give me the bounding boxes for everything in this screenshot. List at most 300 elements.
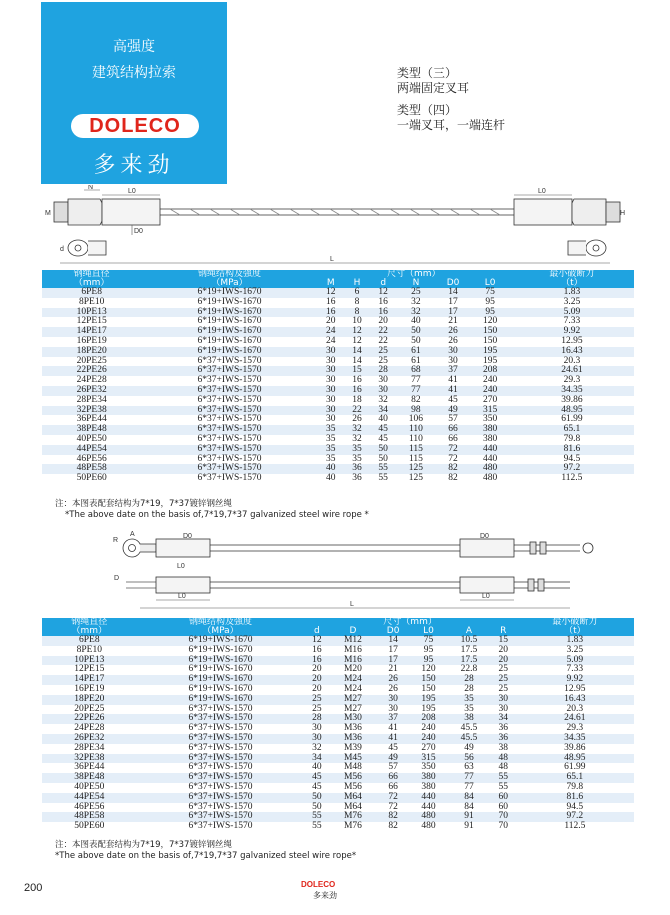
left-fork-body [68,199,102,225]
table-cell: 150 [410,685,447,695]
table-cell: 40 [318,474,344,484]
table-cell: 480 [470,464,509,474]
table-cell: 81.6 [516,793,634,803]
table-cell: 30 [491,705,516,715]
table-cell: 22 [370,337,396,347]
table-cell: 8PE10 [42,646,137,656]
table-cell: 32 [344,425,370,435]
table-row [42,337,634,347]
table-cell: 49 [377,754,410,764]
table-cell: 95 [470,308,509,318]
table-cell: 6*37+IWS-1570 [137,744,305,754]
table-row [42,376,634,386]
table-cell: 50PE60 [42,822,137,832]
table-cell: 94.5 [510,455,634,465]
table-cell: 208 [410,714,447,724]
table-cell: 6*37+IWS-1570 [141,464,317,474]
table-cell: 18 [344,396,370,406]
table-cell: 70 [491,822,516,832]
table-cell: 66 [377,783,410,793]
table-cell: 20 [304,685,329,695]
table-cell: 16PE19 [42,685,137,695]
right-fork-body [572,199,606,225]
label-L-2: L [350,601,354,608]
table-cell: M12 [329,636,376,646]
table-cell: M30 [329,714,376,724]
table-cell: M16 [329,646,376,656]
table-cell: 72 [436,455,471,465]
table-cell: 6*19+IWS-1670 [141,308,317,318]
table-cell: M64 [329,793,376,803]
table-row [42,366,634,376]
table-cell: 20 [304,665,329,675]
table-cell: M27 [329,695,376,705]
table-cell: 6*37+IWS-1570 [141,386,317,396]
table-cell: 16 [304,656,329,666]
table-cell: 63 [447,763,491,773]
table-cell: 49 [436,406,471,416]
table-cell: 14PE17 [42,327,141,337]
th-sub: L0 [410,627,447,636]
table-cell: 15 [491,636,516,646]
table-cell: 24 [318,337,344,347]
label-D0-a: D0 [183,533,192,540]
table-cell: 3.25 [516,646,634,656]
th-sub: D0 [377,627,410,636]
table-row [42,455,634,465]
table-cell: 65.1 [516,773,634,783]
header-title-line1: 高强度 [113,39,155,55]
table-cell: 68 [396,366,435,376]
table-cell: 24.61 [510,366,634,376]
table-cell: 3.25 [510,298,634,308]
table-cell: 26PE32 [42,386,141,396]
table-cell: 14 [344,347,370,357]
table-cell: M76 [329,822,376,832]
label-M: M [45,210,51,217]
th-rope-diameter: 钢绳直径 [42,270,141,279]
table-row [42,665,634,675]
table-cell: 120 [410,665,447,675]
table-cell: 45.5 [447,724,491,734]
table-cell: 6*19+IWS-1670 [137,636,305,646]
table-cell: 30 [318,386,344,396]
footer-logo: DOLECO [301,880,336,889]
table-cell: 6*37+IWS-1570 [141,357,317,367]
label-L0-a: L0 [177,563,185,570]
table-cell: 97.2 [516,812,634,822]
table-cell: 50 [370,455,396,465]
table-cell: M27 [329,705,376,715]
table-cell: 24 [318,327,344,337]
table-row [42,724,634,734]
note1 [55,499,369,521]
table-cell: 55 [491,773,516,783]
table-cell: 45 [436,396,471,406]
table-cell: M76 [329,812,376,822]
table-cell: 6*19+IWS-1670 [141,298,317,308]
table-cell: 61.99 [516,763,634,773]
table-row [42,734,634,744]
table-cell: 32 [396,308,435,318]
table-cell: 25 [491,685,516,695]
table-cell: 30 [377,695,410,705]
table-cell: 82 [436,474,471,484]
table-cell: 14 [377,636,410,646]
table-cell: 77 [447,783,491,793]
label-L0-left: L0 [128,188,136,195]
table-cell: M36 [329,734,376,744]
table-row [42,464,634,474]
table-cell: 28 [304,714,329,724]
table-cell: 1.83 [510,288,634,298]
th-sub: （t） [516,627,634,636]
spec-table-eye-rod [42,618,634,832]
table-cell: 5.09 [516,656,634,666]
table-row [42,357,634,367]
table-cell: 44PE54 [42,793,137,803]
table-row [42,317,634,327]
page-number: 200 [24,882,43,894]
right-socket [514,199,572,225]
table-row [42,773,634,783]
th-dimensions: 尺寸（mm） [318,270,510,279]
table-cell: 29.3 [510,376,634,386]
table-cell: 56 [447,754,491,764]
table-cell: 315 [410,754,447,764]
label-N: N [88,185,94,191]
type3-desc: 两端固定叉耳 [397,81,470,95]
table-cell: 240 [410,724,447,734]
table-cell: 440 [410,793,447,803]
table-cell: 34 [370,406,396,416]
table-cell: 55 [491,783,516,793]
table-cell: 20 [491,656,516,666]
table-cell: 25 [491,665,516,675]
brand-header [41,2,227,184]
threaded-rod [126,582,156,588]
table-cell: 15 [344,366,370,376]
table-cell: 6PE8 [42,636,137,646]
table-row [42,396,634,406]
table-cell: 48.95 [510,406,634,416]
label-D0: D0 [134,228,143,235]
table-cell: 41 [436,386,471,396]
table-cell: 195 [410,705,447,715]
table-cell: 72 [377,793,410,803]
table-row [42,386,634,396]
th-sub: D0 [436,279,471,288]
table-cell: 72 [377,803,410,813]
cable-top [210,545,460,551]
table-cell: 20PE25 [42,357,141,367]
table-cell: 95 [410,646,447,656]
table-cell: 20 [318,317,344,327]
table-cell: 91 [447,822,491,832]
table-cell: 30 [436,357,471,367]
table-cell: 21 [377,665,410,675]
table-cell: 38 [491,744,516,754]
table-cell: 41 [377,724,410,734]
cable-line [160,209,514,215]
table2-body [42,636,634,832]
table-cell: 30 [436,347,471,357]
table-cell: 6*37+IWS-1570 [141,445,317,455]
table-cell: 35 [344,445,370,455]
table-cell: 50 [396,327,435,337]
table-cell: 270 [470,396,509,406]
table-cell: 32PE38 [42,406,141,416]
table-cell: 36PE44 [42,763,137,773]
table-cell: 6*19+IWS-1670 [141,327,317,337]
th-sub: （mm） [42,627,137,636]
table-cell: 14 [344,357,370,367]
table-cell: 6*19+IWS-1670 [141,317,317,327]
socket-top-left [156,539,210,557]
table-cell: 6*37+IWS-1570 [137,773,305,783]
table-row [42,803,634,813]
table-cell: 150 [410,675,447,685]
type4-desc: 一端叉耳，一端连杆 [397,118,506,132]
table-cell: 25 [304,705,329,715]
label-D0-b: D0 [480,533,489,540]
table-cell: 22PE26 [42,366,141,376]
table-cell: 5.09 [510,308,634,318]
table-cell: 6*19+IWS-1670 [137,685,305,695]
table-cell: 17.5 [447,646,491,656]
table-cell: 50 [396,337,435,347]
label-A: A [130,531,135,538]
table-cell: 60 [491,793,516,803]
table-cell: 350 [410,763,447,773]
table-cell: 12 [304,636,329,646]
table-cell: 24PE28 [42,724,137,734]
table-cell: 60 [491,803,516,813]
table-cell: 25 [370,357,396,367]
table-cell: 40 [304,763,329,773]
note2-cn: 注：本图表配套结构为7*19，7*37镀锌钢丝绳 [55,840,232,850]
type4-block [397,103,505,133]
table-cell: 125 [396,474,435,484]
th-sub: L0 [470,279,509,288]
table-cell: 35 [318,425,344,435]
table-cell: 32 [304,744,329,754]
table-row [42,308,634,318]
table-cell: 82 [377,812,410,822]
table-cell: 30 [318,396,344,406]
table-cell: 24PE28 [42,376,141,386]
table-cell: 115 [396,455,435,465]
table-cell: 98 [396,406,435,416]
table-cell: 22.8 [447,665,491,675]
table-cell: 16 [370,308,396,318]
table-cell: 36PE44 [42,415,141,425]
table-cell: 49 [447,744,491,754]
table-cell: 34 [491,714,516,724]
table-row [42,754,634,764]
right-pin [606,202,620,222]
table-cell: 95 [410,656,447,666]
table-cell: 6*37+IWS-1570 [141,455,317,465]
table-cell: 20.3 [510,357,634,367]
table-cell: 45 [377,744,410,754]
table-cell: 12 [344,327,370,337]
th-min-breaking-force: 最小破断力 [510,270,634,279]
table-cell: 112.5 [510,474,634,484]
left-socket [102,199,160,225]
table-cell: 440 [410,803,447,813]
table-cell: 9.92 [516,675,634,685]
table-cell: 150 [470,327,509,337]
table-cell: M39 [329,744,376,754]
table-cell: 97.2 [510,464,634,474]
table-cell: 380 [410,773,447,783]
th-sub: M [318,279,344,288]
table-cell: 25 [491,675,516,685]
table-cell: 61.99 [510,415,634,425]
table-row [42,636,634,646]
eye-rod-cable-drawing [110,522,600,614]
table-cell: 6*19+IWS-1670 [137,675,305,685]
table-cell: 45 [370,435,396,445]
table-cell: 91 [447,812,491,822]
table-cell: 112.5 [516,822,634,832]
table-cell: 16 [318,298,344,308]
table-row [42,347,634,357]
table-cell: 6 [344,288,370,298]
table-cell: 25 [370,347,396,357]
table-cell: 380 [410,783,447,793]
table-cell: 440 [470,455,509,465]
table-cell: 12.95 [516,685,634,695]
table-cell: 25 [304,695,329,705]
table-cell: 77 [447,773,491,783]
table-cell: 6*37+IWS-1570 [137,724,305,734]
table-cell: 41 [377,734,410,744]
left-pin [54,202,68,222]
table-cell: 65.1 [510,425,634,435]
th-sub: （MPa） [141,279,317,288]
table-cell: 6*37+IWS-1570 [137,714,305,724]
table-row [42,714,634,724]
table-cell: 72 [436,445,471,455]
note1-en: *The above date on the basis of,7*19,7*37 galvanized steel wire rope * [65,510,369,520]
th-sub: d [370,279,396,288]
table-cell: 208 [470,366,509,376]
table-cell: 57 [377,763,410,773]
footer-brand-cn: 多来劲 [313,891,337,900]
table-cell: 41 [436,376,471,386]
th-min-breaking-force: 最小破断力 [516,618,634,627]
table-cell: 40PE50 [42,783,137,793]
table-cell: 440 [470,445,509,455]
table-row [42,793,634,803]
table-row [42,695,634,705]
table-cell: 39.86 [510,396,634,406]
table-cell: 480 [410,822,447,832]
table-cell: 6*19+IWS-1670 [137,646,305,656]
table-cell: 30 [377,705,410,715]
th-sub: N [396,279,435,288]
table-cell: M16 [329,656,376,666]
spec-table-fork [42,270,634,484]
th-sub: （mm） [42,279,141,288]
table-cell: 12 [370,288,396,298]
table-cell: 45 [370,425,396,435]
socket-bottom-right [460,577,514,593]
table-row [42,822,634,832]
table-cell: M56 [329,783,376,793]
table-cell: 16 [370,298,396,308]
table-cell: 21 [436,317,471,327]
table-cell: 20 [370,317,396,327]
table-cell: M20 [329,665,376,675]
table-row [42,705,634,715]
table-cell: 30 [318,357,344,367]
th-rope-diameter: 钢绳直径 [42,618,137,627]
table-cell: 195 [470,357,509,367]
table-cell: 79.8 [510,435,634,445]
table-cell: 48PE58 [42,464,141,474]
table-cell: 45 [304,783,329,793]
table-cell: 16.43 [510,347,634,357]
table-cell: 26PE32 [42,734,137,744]
table-cell: 1.83 [516,636,634,646]
table-cell: 6PE8 [42,288,141,298]
label-L0-right: L0 [538,188,546,195]
table-cell: 95 [470,298,509,308]
logo-text: DOLECO [89,115,181,137]
th-sub: R [491,627,516,636]
table-cell: 30 [318,406,344,416]
table-cell: 14 [436,288,471,298]
table-cell: 22 [344,406,370,416]
table-row [42,783,634,793]
table-cell: 28PE34 [42,744,137,754]
table-cell: 480 [470,474,509,484]
table-cell: 6*19+IWS-1670 [141,288,317,298]
brand-name-cn: 多来劲 [93,153,175,178]
table-cell: 6*19+IWS-1670 [137,695,305,705]
table-cell: 32 [344,435,370,445]
table-cell: 35 [447,695,491,705]
table-cell: 44PE54 [42,445,141,455]
table-cell: 16 [344,386,370,396]
table-cell: 110 [396,435,435,445]
table-cell: 28 [370,366,396,376]
th-sub: D [329,627,376,636]
table-cell: 32 [396,298,435,308]
table-cell: 12PE15 [42,317,141,327]
doleco-logo [71,114,199,138]
table-row [42,327,634,337]
table-cell: 120 [470,317,509,327]
table-cell: 34 [304,754,329,764]
table-cell: 6*37+IWS-1570 [141,366,317,376]
label-D: D [114,575,120,582]
table-cell: 22 [370,327,396,337]
table-cell: 106 [396,415,435,425]
table-cell: 10 [344,317,370,327]
table-cell: 16.43 [516,695,634,705]
table-cell: 30 [370,386,396,396]
th-sub: （MPa） [137,627,305,636]
table-cell: 66 [436,435,471,445]
table-cell: 30 [318,376,344,386]
table-cell: 45.5 [447,734,491,744]
table-cell: 25 [396,288,435,298]
table-cell: 29.3 [516,724,634,734]
